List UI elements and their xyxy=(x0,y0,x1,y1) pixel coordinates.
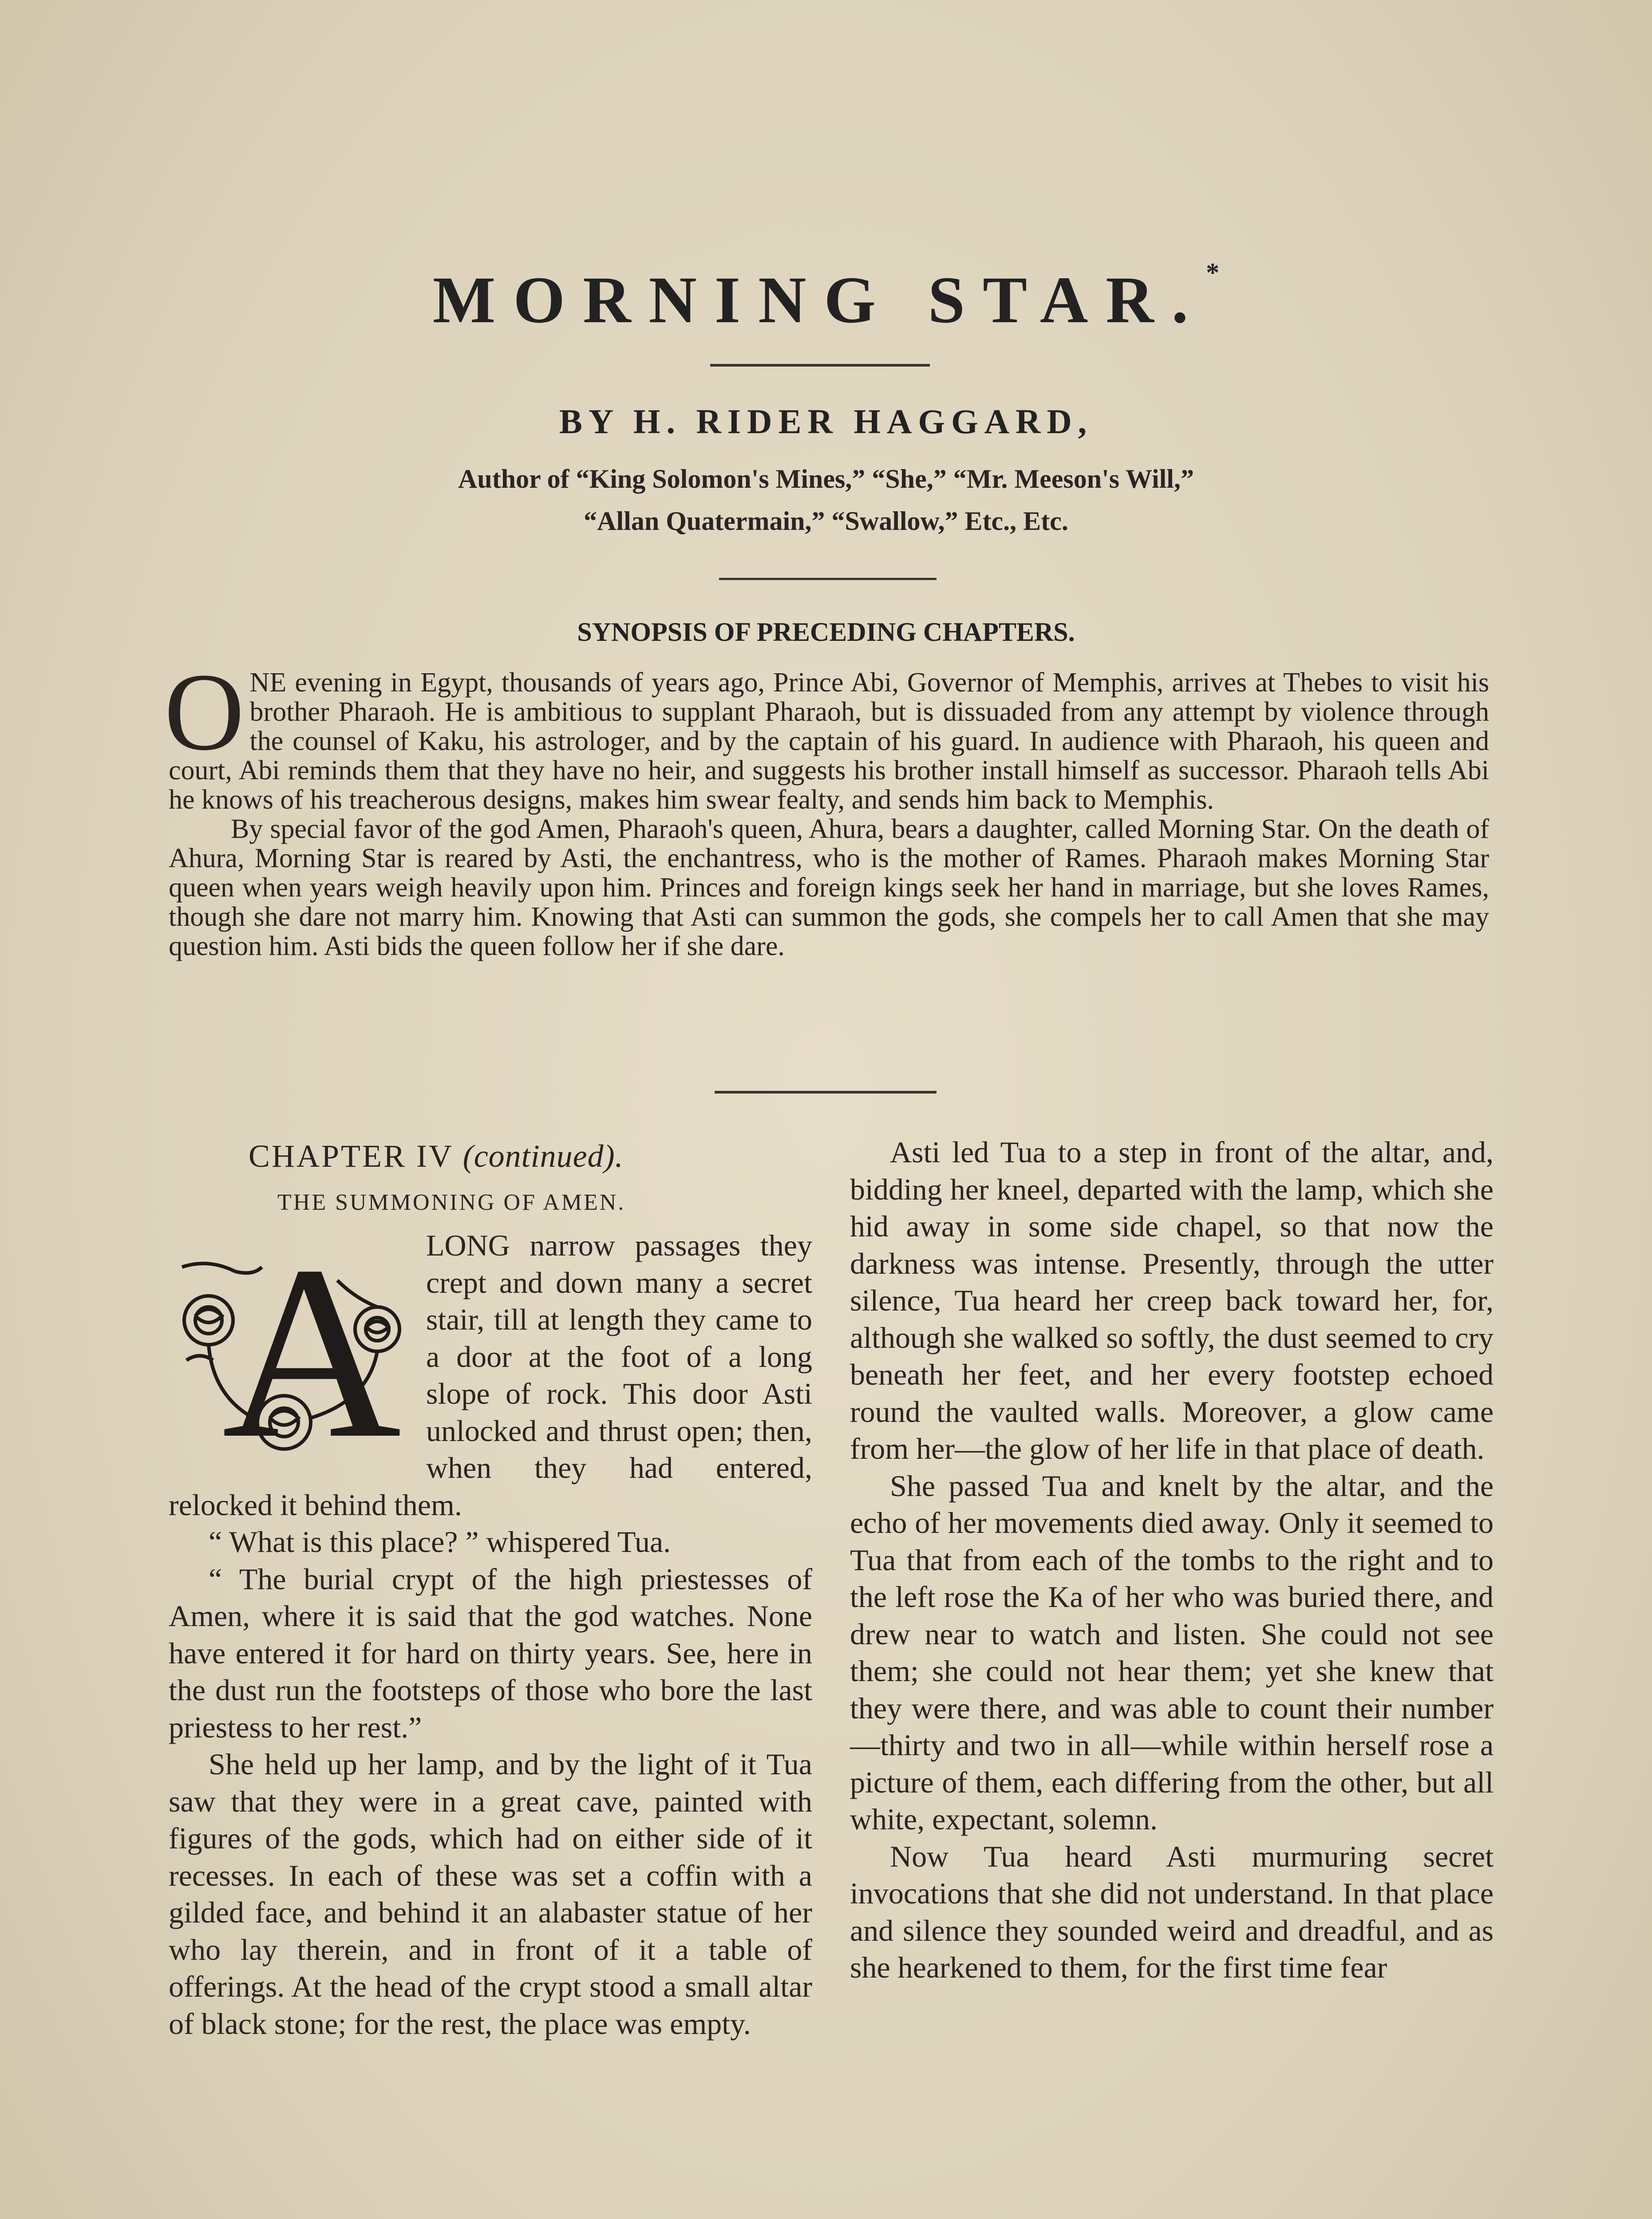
left-column xyxy=(169,1134,812,2042)
right-column xyxy=(850,1134,1494,1986)
chapter-subheading: THE SUMMONING OF AMEN. xyxy=(277,1190,626,1215)
byline: BY H. RIDER HAGGARD, xyxy=(559,402,1093,441)
synopsis-text xyxy=(164,651,1489,961)
synopsis-paragraph: ONE evening in Egypt, thousands of years ago, Prince Abi, Governor of Memphis, arrives at Thebes to visit his brother Pharaoh. He is ambitious to supplant Pharaoh, but is dissuaded from any attempt by violence through the counsel of Kaku, his astrologer, and by the captain of his guard. In audience with Pharaoh, his queen and court, Abi reminds them that they have no heir, and suggests his brother install himself as successor. Pharaoh tells Abi he knows of his treacherous designs, makes him swear fealty, and sends him back to Memphis. xyxy=(164,651,1489,815)
title-footnote-mark: * xyxy=(1206,258,1220,287)
credits-rule xyxy=(719,578,937,580)
rose-ornament-icon xyxy=(169,1227,417,1476)
body-paragraph: Asti led Tua to a step in front of the altar, and, bidding her kneel, departed with the lamp, which she hid away in some side chapel, so that now the darkness was intense. Presently, through the utter silence, Tua heard her creep back toward her, for, although she walked so softly, the dust seemed to cry beneath her feet, and her every footstep echoed round the vaulted walls. Moreover, a glow came from her—the glow of her life in that place of death. xyxy=(850,1135,1494,1465)
author-credits-line-1: Author of “King Solomon's Mines,” “She,” “Mr. Meeson's Will,” xyxy=(458,464,1194,494)
author-credits-line-2: “Allan Quatermain,” “Swallow,” Etc., Etc. xyxy=(584,506,1068,536)
body-paragraph: She held up her lamp, and by the light of it Tua saw that they were in a great cave, painted with figures of the gods, which had on either side of it recesses. In each of these was set a coffin with a gilded face, and behind it an alabaster statue of her who lay therein, and in front of it a table of offerings. At the head of the crypt stood a small altar of black stone; for the rest, the place was empty. xyxy=(169,1747,812,2041)
drop-cap-letter: A xyxy=(222,1227,402,1476)
body-paragraph: “ The burial crypt of the high priestesses of Amen, where it is said that the god watches. None have entered it for hard on thirty years. See, here in the dust run the footsteps of those who bore the last priestess to her rest.” xyxy=(169,1562,812,1744)
synopsis-drop-letter: O xyxy=(164,651,245,774)
body-paragraph: Now Tua heard Asti murmuring secret invocations that she did not understand. In that place and silence they sounded weird and dreadful, and as she hearkened to them, for the first time fear xyxy=(850,1839,1494,1984)
body-paragraph: “ What is this place? ” whispered Tua. xyxy=(209,1525,671,1559)
ornate-drop-cap xyxy=(169,1227,417,1476)
synopsis-rule xyxy=(715,1091,937,1094)
chapter-heading: CHAPTER IV (continued). xyxy=(249,1138,624,1174)
body-paragraph: A LONG narrow passages they crept and down many a secret stair, till at length they came to a door at the foot of a long slope of rock. This door Asti unlocked and thrust open; then, when they had entered, relocked it behind them. xyxy=(169,1227,812,1524)
synopsis-paragraph: By special favor of the god Amen, Pharaoh's queen, Ahura, bears a daughter, called Morning Star. On the death of Ahura, Morning Star is reared by Asti, the enchantress, who is the mother of Rames. Pharaoh makes Morning Star queen when years weigh heavily upon him. Princes and foreign kings seek her hand in marriage, but she loves Rames, though she dare not marry him. Knowing that Asti can summon the gods, she compels her to call Amen that she may question him. Asti bids the queen follow her if she dare. xyxy=(169,814,1489,961)
title-rule xyxy=(710,364,930,367)
synopsis-heading: SYNOPSIS OF PRECEDING CHAPTERS. xyxy=(577,617,1075,647)
body-paragraph: She passed Tua and knelt by the altar, and the echo of her movements died away. Only it seemed to Tua that from each of the tombs to the right and to the left rose the Ka of her who was buried there, and drew near to watch and listen. She could not see them; she could not hear them; yet she knew that they were there, and was able to count their number—thirty and two in all—while within herself rose a picture of them, each differing from the other, but all white, expectant, solemn. xyxy=(850,1469,1494,1836)
story-title: MORNING STAR.* xyxy=(432,258,1220,337)
